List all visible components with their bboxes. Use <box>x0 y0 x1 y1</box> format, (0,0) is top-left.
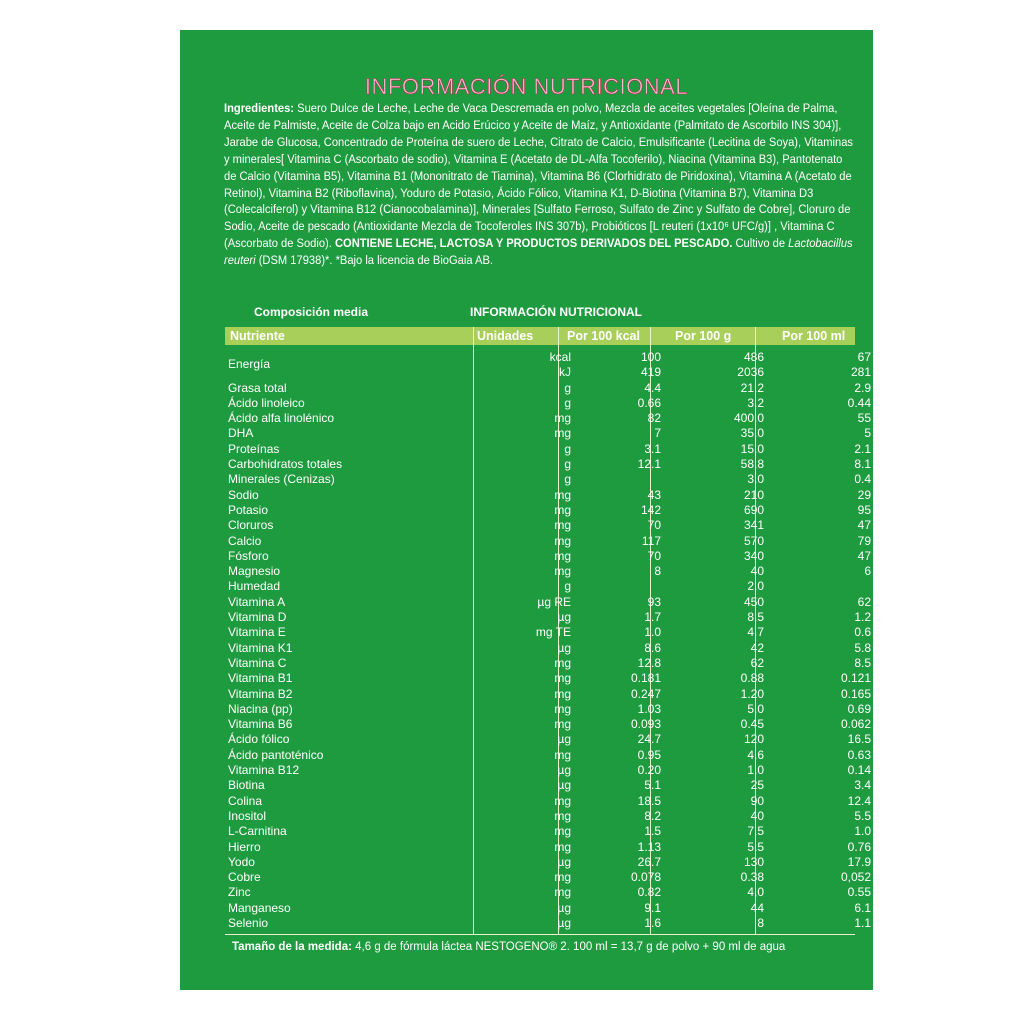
value-per-100-g: 25 <box>750 778 764 793</box>
unit: mg <box>554 824 571 839</box>
value-per-100-ml: 0.165 <box>840 686 871 701</box>
value-per-100-kcal: 9.1 <box>644 900 661 915</box>
value-per-100-g: 5.0 <box>747 701 764 716</box>
value-per-100-ml: 95 <box>857 502 871 517</box>
ingredients-label: Ingredientes: <box>224 101 295 115</box>
value-per-100-ml: 0.44 <box>847 395 871 410</box>
header-per-100-g: Por 100 g <box>675 329 732 343</box>
unit: mg <box>554 839 571 854</box>
table-row <box>225 747 871 763</box>
value-per-100-kcal: 43 <box>647 487 661 502</box>
value-per-100-ml: 16.5 <box>847 732 871 747</box>
table-row <box>225 686 871 702</box>
table-row <box>225 824 871 839</box>
value-per-100-ml: 12.4 <box>847 793 871 808</box>
unit: g <box>564 457 571 472</box>
nutrient-name: Vitamina C <box>228 655 287 670</box>
table-row <box>225 610 871 625</box>
table-row <box>225 441 871 457</box>
value-per-100-ml: 0.062 <box>840 717 871 732</box>
table-row <box>225 915 871 931</box>
unit: g <box>564 395 571 410</box>
unit: mg <box>554 808 571 823</box>
nutrient-name: DHA <box>228 426 254 441</box>
nutrient-name: Niacina (pp) <box>228 701 293 716</box>
value-per-100-ml: 0.14 <box>847 763 871 778</box>
value-per-100-g: 120 <box>743 732 764 747</box>
unit: mg <box>554 885 571 900</box>
value-per-100-ml: 1.2 <box>854 610 871 625</box>
table-row <box>225 870 871 885</box>
nutrient-name: Calcio <box>228 533 262 548</box>
table-row <box>225 457 871 472</box>
unit: mg <box>554 701 571 716</box>
nutrient-name: Inositol <box>228 808 267 823</box>
unit: mg <box>554 487 571 502</box>
value-per-100-ml: 6 <box>864 564 871 579</box>
unit: µg <box>557 763 571 778</box>
nutrient-name: Manganeso <box>228 900 291 915</box>
value-per-100-g: 35.0 <box>740 426 764 441</box>
nutrient-name: Cloruros <box>228 518 274 533</box>
serving-footnote <box>232 941 785 953</box>
value-per-100-ml: 1.1 <box>854 915 871 930</box>
table-row <box>225 671 871 686</box>
table-row <box>225 885 871 900</box>
value-per-100-kcal: 1.5 <box>644 824 661 839</box>
value-per-100-kcal: 70 <box>647 548 661 563</box>
table-row <box>225 426 871 441</box>
value-per-100-g: 21.2 <box>740 380 764 395</box>
value-per-100-kcal: 1.6 <box>644 915 661 930</box>
value-per-100-g: 40 <box>750 808 764 823</box>
value-per-100-g: 15.0 <box>740 441 764 456</box>
nutrient-name: Vitamina D <box>228 610 287 625</box>
value-per-100-g: 690 <box>743 502 764 517</box>
value-per-100-ml: 1.0 <box>854 824 871 839</box>
nutrient-name: Fósforo <box>228 548 269 563</box>
footnote-label: Tamaño de la medida: <box>232 941 352 953</box>
nutrient-name: Proteínas <box>228 441 280 456</box>
value-per-100-ml: 5.5 <box>854 808 871 823</box>
table-row <box>225 395 871 411</box>
value-per-100-ml: 2.9 <box>854 380 871 395</box>
nutrient-name: Hierro <box>228 839 261 854</box>
unit: mg <box>554 655 571 670</box>
value-per-100-g: 486 2036 <box>737 350 764 380</box>
unit: g <box>564 380 571 395</box>
table-row <box>225 717 871 732</box>
ingredients-text-2: Cultivo de <box>732 236 789 251</box>
value-per-100-kcal: 8.2 <box>644 808 661 823</box>
table-row <box>225 732 871 747</box>
value-per-100-g: 210 <box>743 487 764 502</box>
value-per-100-g: 450 <box>743 594 764 609</box>
unit: µg <box>557 640 571 655</box>
table-row <box>225 808 871 824</box>
value-per-100-kcal: 0.66 <box>637 395 661 410</box>
unit: µg <box>557 915 571 930</box>
value-per-100-kcal: 18.5 <box>637 793 661 808</box>
table-row <box>225 579 855 594</box>
header-per-100-ml: Por 100 ml <box>782 329 846 343</box>
table-row <box>225 839 871 855</box>
nutrient-name: Vitamina E <box>228 625 286 640</box>
nutrient-name: Zinc <box>228 885 251 900</box>
value-per-100-kcal: 93 <box>647 594 661 609</box>
value-per-100-g: 3.2 <box>747 395 764 410</box>
unit: µg <box>557 854 571 869</box>
value-per-100-kcal: 3.1 <box>644 441 661 456</box>
nutrient-name: Biotina <box>228 778 265 793</box>
unit: µg <box>557 778 571 793</box>
unit: mg <box>554 426 571 441</box>
unit: mg <box>554 686 571 701</box>
nutrient-name: Grasa total <box>228 380 287 395</box>
value-per-100-ml: 0.4 <box>854 472 871 487</box>
table-header <box>225 327 855 345</box>
value-per-100-g: 44 <box>750 900 764 915</box>
table-row <box>225 625 871 640</box>
value-per-100-g: 4.6 <box>747 747 764 762</box>
composition-label: Composición media <box>254 305 369 319</box>
value-per-100-kcal: 1.7 <box>644 610 661 625</box>
table-row <box>225 380 871 396</box>
value-per-100-g: 1.20 <box>740 686 764 701</box>
table-row <box>225 854 871 870</box>
unit: µg <box>557 610 571 625</box>
value-per-100-kcal: 7 <box>654 426 661 441</box>
unit: mg TE <box>535 625 571 640</box>
value-per-100-kcal: 117 <box>641 533 661 548</box>
nutrient-name: Vitamina B1 <box>228 671 293 686</box>
nutrient-name: Vitamina B2 <box>228 686 293 701</box>
unit: µg RE <box>537 594 571 609</box>
unit: g <box>564 441 571 456</box>
value-per-100-ml: 3.4 <box>854 778 871 793</box>
value-per-100-kcal: 0.82 <box>637 885 661 900</box>
value-per-100-kcal: 8 <box>654 564 661 579</box>
unit: mg <box>554 564 571 579</box>
nutrient-name: Ácido linoleico <box>228 395 305 410</box>
value-per-100-g: 3.0 <box>747 472 764 487</box>
value-per-100-kcal: 0.247 <box>630 686 661 701</box>
nutrient-name: Ácido pantoténico <box>228 747 324 762</box>
value-per-100-g: 0.88 <box>740 671 764 686</box>
value-per-100-g: 400.0 <box>733 411 764 426</box>
allergen-warning: CONTIENE LECHE, LACTOSA Y PRODUCTOS DERIVADOS DEL PESCADO. <box>334 236 733 251</box>
value-per-100-ml: 47 <box>857 518 871 533</box>
unit: mg <box>554 548 571 563</box>
nutrient-name: Magnesio <box>228 564 281 579</box>
ingredients-text-3: (DSM 17938)*. *Bajo la licencia de BioGaia AB. <box>255 253 494 268</box>
value-per-100-kcal: 1.03 <box>637 701 661 716</box>
nutrient-name: Minerales (Cenizas) <box>228 472 335 487</box>
unit: mg <box>554 793 571 808</box>
table-row <box>225 778 871 793</box>
value-per-100-ml: 5.8 <box>854 640 871 655</box>
value-per-100-ml: 79 <box>857 533 871 548</box>
value-per-100-ml: 0.69 <box>847 701 871 716</box>
header-per-100-kcal: Por 100 kcal <box>567 329 640 343</box>
value-per-100-g: 570 <box>743 533 764 548</box>
page-title: INFORMACIÓN NUTRICIONAL <box>364 74 689 99</box>
value-per-100-kcal: 82 <box>647 411 661 426</box>
value-per-100-kcal: 0.093 <box>630 717 661 732</box>
value-per-100-g: 58.8 <box>740 457 764 472</box>
value-per-100-g: 340 <box>743 548 764 563</box>
value-per-100-g: 42 <box>750 640 764 655</box>
value-per-100-ml: 47 <box>857 548 871 563</box>
table-row <box>225 472 871 487</box>
value-per-100-kcal: 1.13 <box>637 839 661 854</box>
nutrient-name: Cobre <box>228 870 261 885</box>
unit: mg <box>554 411 571 426</box>
value-per-100-g: 2.0 <box>747 579 764 594</box>
value-per-100-ml: 67 281 <box>850 350 871 380</box>
table-row <box>225 518 871 533</box>
table-row <box>225 487 871 503</box>
probiotic-name: Lactobacillus reuteri <box>224 236 853 268</box>
table-row <box>225 411 871 426</box>
value-per-100-kcal: 0.20 <box>637 763 661 778</box>
table-row <box>225 793 871 809</box>
value-per-100-kcal: 26.7 <box>637 854 661 869</box>
unit: g <box>564 579 571 594</box>
nutrient-name: Vitamina A <box>228 594 286 609</box>
table-row <box>225 701 871 717</box>
unit: µg <box>557 732 571 747</box>
value-per-100-kcal: 0.078 <box>630 870 661 885</box>
value-per-100-ml: 0.55 <box>847 885 871 900</box>
value-per-100-ml: 17.9 <box>847 854 871 869</box>
nutrient-name: Energía <box>228 357 271 371</box>
value-per-100-ml: 0.76 <box>847 839 871 854</box>
nutrient-name: Colina <box>228 793 263 808</box>
value-per-100-ml: 8.1 <box>854 457 871 472</box>
nutrient-name: Ácido alfa linolénico <box>228 411 335 426</box>
nutrient-name: Sodio <box>228 487 259 502</box>
value-per-100-g: 4,0 <box>747 885 764 900</box>
table-row <box>225 900 871 916</box>
value-per-100-g: 40 <box>750 564 764 579</box>
unit: mg <box>554 502 571 517</box>
table-row <box>225 655 871 671</box>
table-row <box>225 548 871 564</box>
nutrient-name: Selenio <box>228 915 269 930</box>
value-per-100-g: 341 <box>743 518 764 533</box>
value-per-100-kcal: 12.1 <box>637 457 661 472</box>
value-per-100-ml: 29 <box>857 487 871 502</box>
value-per-100-kcal: 0.95 <box>637 747 661 762</box>
unit: mg <box>554 747 571 762</box>
value-per-100-ml: 8.5 <box>854 655 871 670</box>
nutrient-name: Vitamina B12 <box>228 763 300 778</box>
unit: mg <box>554 533 571 548</box>
nutrient-name: Ácido fólico <box>228 732 290 747</box>
nutrient-name: Potasio <box>228 502 269 517</box>
unit: mg <box>554 717 571 732</box>
value-per-100-g: 5.5 <box>747 839 764 854</box>
header-units: Unidades <box>477 329 534 343</box>
value-per-100-ml: 0.63 <box>847 747 871 762</box>
table-bottom-rule <box>225 934 855 935</box>
table-row <box>225 533 871 549</box>
footnote-text: 4,6 g de fórmula láctea NESTOGENO® 2. 100 ml = 13,7 g de polvo + 90 ml de agua <box>351 941 786 953</box>
table-row <box>225 763 871 778</box>
unit: mg <box>554 671 571 686</box>
value-per-100-kcal: 142 <box>640 502 661 517</box>
header-nutrient: Nutriente <box>230 329 285 343</box>
unit: kcal kJ <box>549 350 571 380</box>
unit: mg <box>554 870 571 885</box>
value-per-100-g: 7.5 <box>747 824 764 839</box>
ingredients-text: Suero Dulce de Leche, Leche de Vaca Descremada en polvo, Mezcla de aceites vegetales [Oleína de Palma, Aceite de Palmiste, Aceite de Colza bajo en Acido Erúcico y Aceite de Maíz, y Antioxidante (Palmitato de Ascorbilo INS 304)], Jarabe de Glucosa, Concentrado de Proteína de suero de Leche, Citrato de Calcio, Emulsificante (Lecitina de Soya), Vitaminas y minerales[ Vitamina C (Ascorbato de sodio), Vitamina E (Acetato de DL-Alfa Tocoferilo), Niacina (Vitamina B3), Pantotenato de Calcio (Vitamina B5), Vitamina B1 (Mononitrato de Tiamina), Vitamina B6 (Clorhidrato de Piridoxina), Vitamina A (Acetato de Retinol), Vitamina B2 (Riboflavina), Yoduro de Potasio, Ácido Fólico, Vitamina K1, D-Biotina (Vitamina B7), Vitamina D3 (Colecalciferol) y Vitamina B12 (Cianocobalamina)], Minerales [Sulfato Ferroso, Sulfato de Zinc y Sulfato de Cobre], Cloruro de Sodio, Aceite de pescado (Antioxidante Mezcla de Tocoferoles INS 307b), Probióticos [L reuteri (1x10⁶ UFC/g)] , Vitamina C (Ascorbato de Sodio). <box>224 101 853 251</box>
value-per-100-g: 130 <box>743 854 764 869</box>
value-per-100-g: 90 <box>750 793 764 808</box>
nutrient-name: Humedad <box>228 579 281 594</box>
value-per-100-ml: 0,052 <box>840 870 871 885</box>
value-per-100-g: 0.45 <box>740 717 764 732</box>
table-row-energy <box>225 350 871 381</box>
value-per-100-g: 62 <box>750 655 764 670</box>
value-per-100-ml: 0.121 <box>840 671 871 686</box>
table-subheading: INFORMACIÓN NUTRICIONAL <box>470 305 642 319</box>
value-per-100-g: 1.0 <box>747 763 764 778</box>
value-per-100-g: 8.5 <box>747 610 764 625</box>
table-row <box>225 640 871 656</box>
nutrient-name: Vitamina B6 <box>228 717 293 732</box>
ingredients-paragraph <box>224 100 857 269</box>
nutrition-table-body <box>225 350 871 931</box>
nutrition-panel <box>180 30 873 990</box>
value-per-100-ml: 0.6 <box>854 625 871 640</box>
nutrient-name: L-Carnitina <box>228 824 287 839</box>
table-row <box>225 594 871 610</box>
unit: mg <box>554 518 571 533</box>
value-per-100-kcal: 100 419 <box>640 350 661 380</box>
value-per-100-ml: 2.1 <box>854 441 871 456</box>
nutrient-name: Carbohidratos totales <box>228 457 343 472</box>
unit: µg <box>557 900 571 915</box>
nutrient-name: Vitamina K1 <box>228 640 293 655</box>
value-per-100-ml: 55 <box>857 411 871 426</box>
table-row <box>225 502 871 518</box>
value-per-100-g: 4.7 <box>747 625 764 640</box>
value-per-100-kcal: 4.4 <box>644 380 661 395</box>
value-per-100-kcal: 24.7 <box>637 732 661 747</box>
value-per-100-g: 0.38 <box>740 870 764 885</box>
value-per-100-kcal: 70 <box>647 518 661 533</box>
value-per-100-ml: 6.1 <box>854 900 871 915</box>
value-per-100-kcal: 5.1 <box>644 778 661 793</box>
value-per-100-g: 8 <box>757 915 764 930</box>
value-per-100-ml: 62 <box>857 594 871 609</box>
unit: g <box>564 472 571 487</box>
value-per-100-ml: 5 <box>864 426 871 441</box>
value-per-100-kcal: 12.8 <box>637 655 661 670</box>
value-per-100-kcal: 1.0 <box>644 625 661 640</box>
value-per-100-kcal: 8.6 <box>644 640 661 655</box>
table-row <box>225 564 871 579</box>
value-per-100-kcal: 0.181 <box>630 671 661 686</box>
nutrient-name: Yodo <box>228 854 255 869</box>
